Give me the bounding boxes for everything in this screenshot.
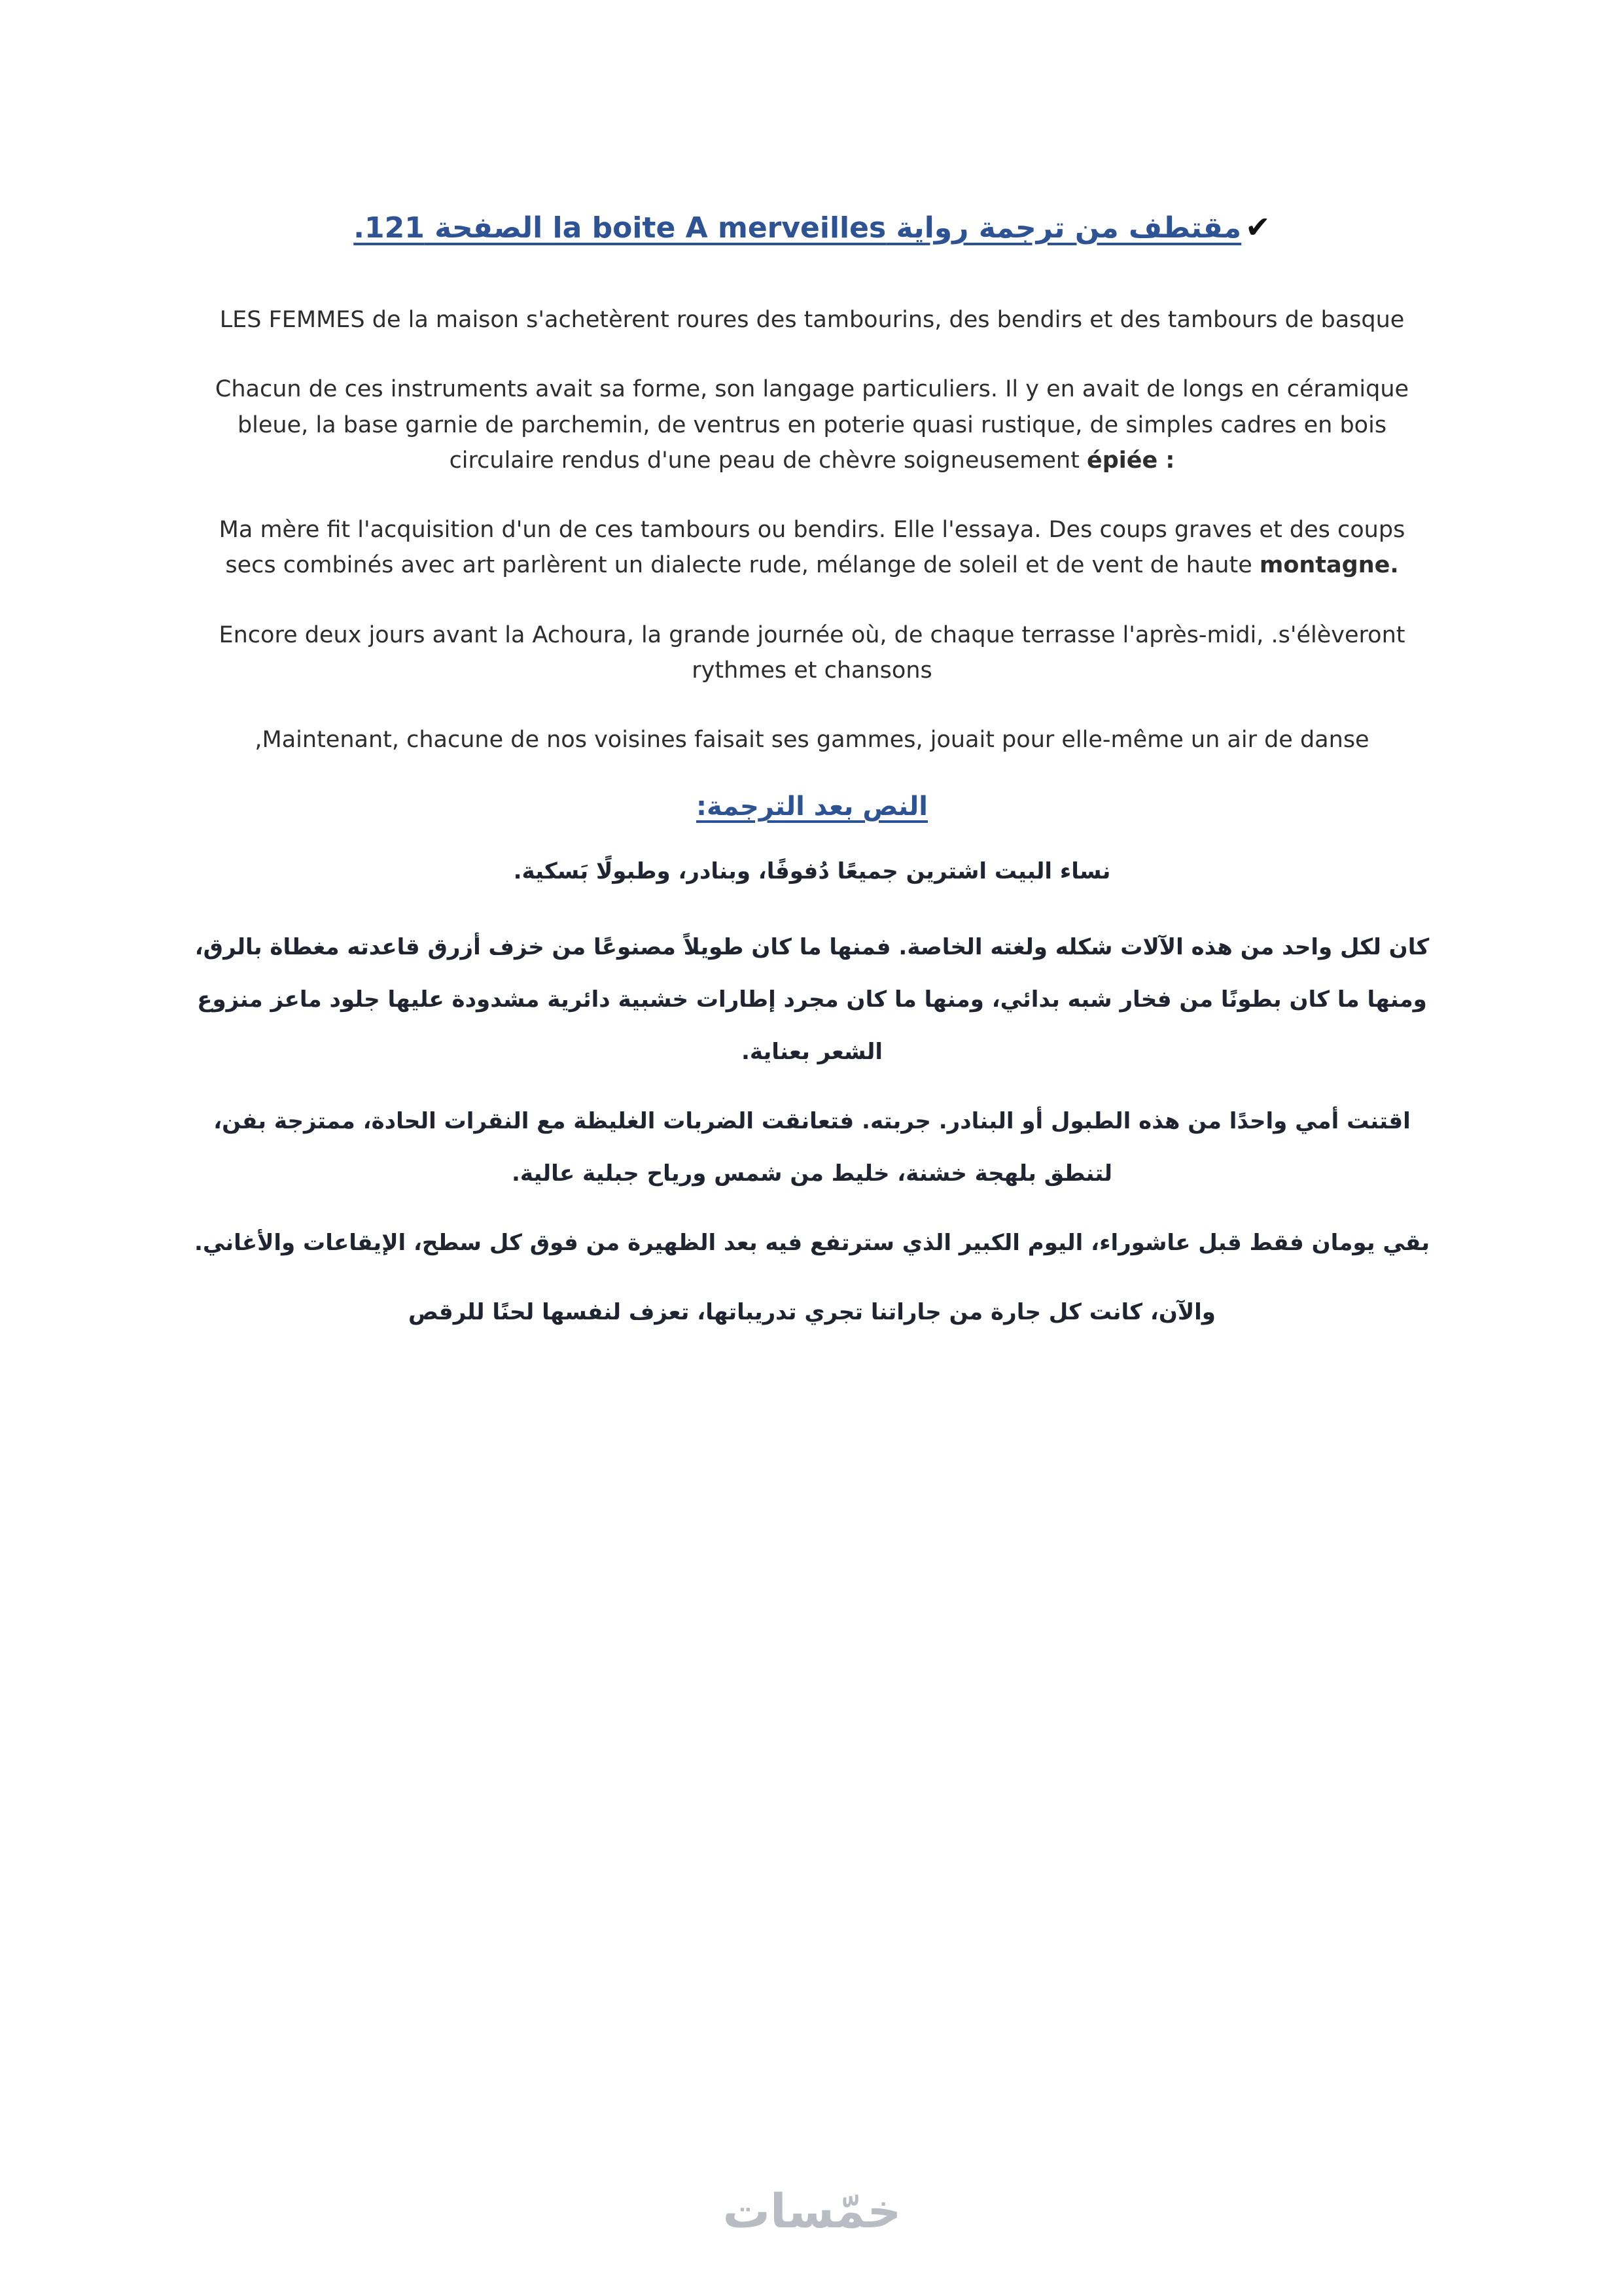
arabic-paragraph-4: بقي يومان فقط قبل عاشوراء، اليوم الكبير الذي سترتفع فيه بعد الظهيرة من فوق كل سطح، الإيقاعات والأغاني. (194, 1229, 1430, 1256)
french-paragraph-5: ,Maintenant, chacune de nos voisines faisait ses gammes, jouait pour elle-même un air de danse (255, 727, 1369, 753)
checkmark-icon: ✔ (1245, 209, 1271, 245)
french-paragraph-3-bold: montagne. (1259, 552, 1399, 579)
french-paragraph-3 (190, 512, 1434, 583)
french-paragraph-1: LES FEMMES de la maison s'achetèrent roures des tambourins, des bendirs et des tambours de basque (219, 307, 1405, 333)
french-paragraph-3-text: Ma mère fit l'acquisition d'un de ces tambours ou bendirs. Elle l'essaya. Des coups graves et des coups secs combinés avec art parlèrent un dialecte rude, mélange de soleil et de vent de haute (219, 517, 1405, 579)
arabic-paragraph-1: نساء البيت اشترين جميعًا دُفوفًا، وبنادر، وطبولًا بَسكية. (513, 858, 1111, 885)
page-title (190, 209, 1434, 245)
document-content (190, 0, 1434, 1339)
french-paragraph-4: Encore deux jours avant la Achoura, la grande journée où, de chaque terrasse l'après-midi, .s'élèveront rythmes et chansons (219, 621, 1405, 684)
french-paragraph-2-text: Chacun de ces instruments avait sa forme, son langage particuliers. Il y en avait de longs en céramique bleue, la base garnie de parchemin, de ventrus en poterie quasi rustique, de simples cadres en bois circulaire rendus d'une peau de chèvre soigneusement (215, 376, 1409, 474)
french-paragraph-2 (190, 372, 1434, 478)
page-title-text: مقتطف من ترجمة رواية la boite A merveilles الصفحة 121. (353, 211, 1242, 245)
french-paragraph-2-bold: épiée : (1086, 447, 1175, 474)
arabic-section-heading: النص بعد الترجمة: (696, 791, 928, 822)
arabic-paragraph-2: كان لكل واحد من هذه الآلات شكله ولغته الخاصة. فمنها ما كان طويلاً مصنوعًا من خزف أزرق قاعدته مغطاة بالرق، ومنها ما كان بطونًا من فخار شبه بدائي، ومنها ما كان مجرد إطارات خشبية دائرية مشدودة عليها جلود ماعز منزوع الشعر بعناية. (194, 934, 1430, 1066)
arabic-paragraph-3: اقتنت أمي واحدًا من هذه الطبول أو البنادر. جربته. فتعانقت الضربات الغليظة مع النقرات الحادة، ممتزجة بفن، لتنطق بلهجة خشنة، خليط من شمس ورياح جبلية عالية. (213, 1108, 1411, 1187)
arabic-paragraph-5: والآن، كانت كل جارة من جاراتنا تجري تدريباتها، تعزف لنفسها لحنًا للرقص (408, 1298, 1216, 1325)
khamsat-watermark-logo: خمّسات (722, 2183, 902, 2238)
